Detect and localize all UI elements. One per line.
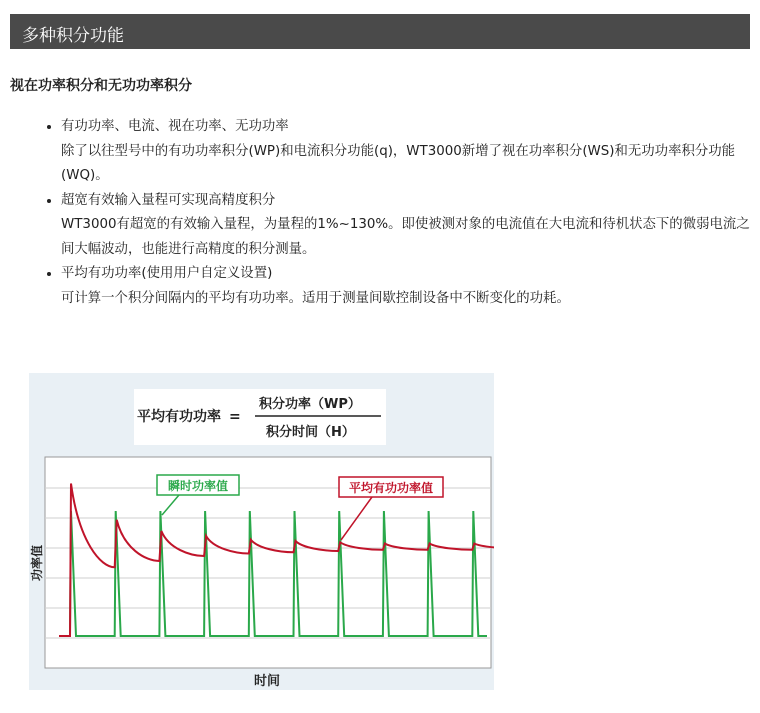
- feature-description: 除了以往型号中的有功功率积分(WP)和电流积分功能(q)，WT3000新增了视在功率积分(WS)和无功功率积分功能(WQ)。: [61, 143, 736, 183]
- feature-description: 可计算一个积分间隔内的平均有功功率。适用于测量间歇控制设备中不断变化的功耗。: [61, 290, 570, 306]
- formula-denominator: 积分时间（H）: [266, 425, 355, 440]
- list-item: [61, 115, 751, 189]
- figure-svg: [29, 373, 494, 690]
- feature-list: [0, 115, 751, 311]
- x-axis-label: 时间: [253, 674, 281, 689]
- average-power-label: 平均有功功率值: [348, 481, 434, 495]
- formula-lhs: 平均有功功率: [137, 409, 221, 425]
- formula-numerator: 积分功率（WP）: [259, 397, 361, 412]
- banner-title: 多种积分功能: [22, 26, 124, 46]
- formula-equals: =: [229, 409, 241, 425]
- feature-title: • 超宽有效输入量程可实现高精度积分: [61, 192, 276, 208]
- y-axis-label: 功率值: [30, 544, 44, 582]
- list-item: [61, 262, 751, 311]
- feature-description: WT3000有超宽的有效输入量程，为量程的1%~130%。即使被测对象的电流值在大电流和待机状态下的微弱电流之间大幅波动，也能进行高精度的积分测量。: [61, 217, 750, 257]
- feature-title: • 有功功率、电流、视在功率、无功功率: [61, 119, 289, 134]
- list-item: [61, 189, 751, 263]
- instant-power-label: 瞬时功率值: [167, 479, 229, 493]
- integration-figure: [29, 373, 494, 690]
- feature-title: • 平均有功功率(使用用户自定义设置): [61, 266, 273, 281]
- section-heading: 视在功率积分和无功功率积分: [10, 78, 192, 94]
- section-banner: [10, 14, 750, 49]
